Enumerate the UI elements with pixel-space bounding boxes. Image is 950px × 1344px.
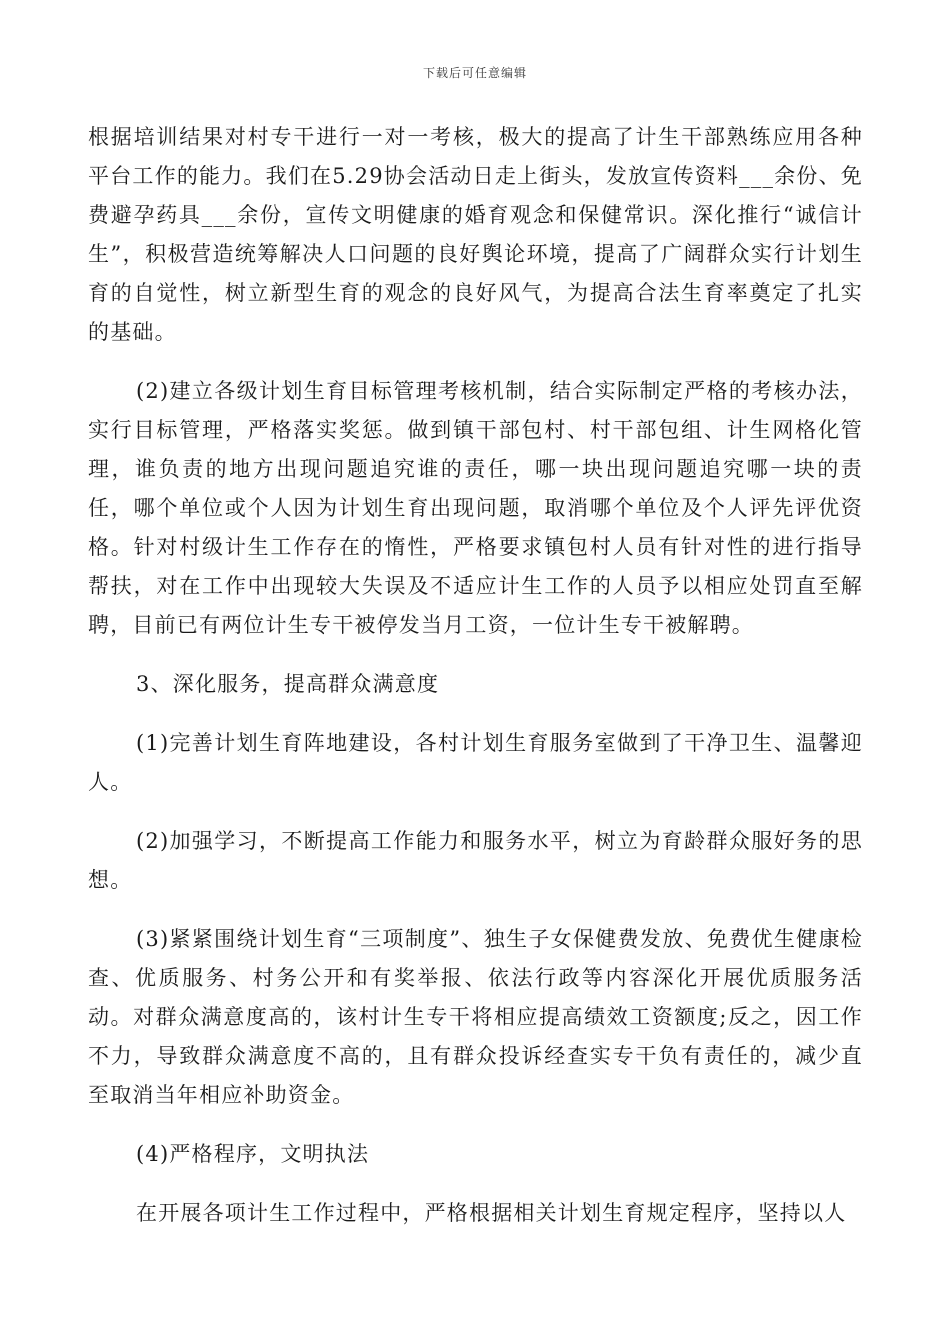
paragraph-strict-procedure-heading: (4)严格程序，文明执法: [136, 1142, 370, 1166]
paragraph-work-process: 在开展各项计生工作过程中，严格根据相关计划生育规定程序，坚持以人: [136, 1201, 847, 1225]
paragraph-facility-construction: (1)完善计划生育阵地建设，各村计划生育服务室做到了干净卫生、温馨迎人。: [88, 731, 863, 794]
paragraph-management-mechanism: (2)建立各级计划生育目标管理考核机制，结合实际制定严格的考核办法，实行目标管理，严格落实奖惩。做到镇干部包村、村干部包组、计生网格化管理，谁负责的地方出现问题追究谁的责任，哪一块出现问题追究哪一块的责任，哪个单位或个人因为计划生育出现问题，取消哪个单位及个人评先评优资格。针对村级计生工作存在的惰性，严格要求镇包村人员有针对性的进行指导帮扶，对在工作中出现较大失误及不适应计生工作的人员予以相应处罚直至解聘，目前已有两位计生专干被停发当月工资，一位计生专干被解聘。: [88, 379, 863, 637]
page-header: 下载后可任意编辑: [422, 66, 527, 80]
paragraph-training-assessment: 根据培训结果对村专干进行一对一考核，极大的提高了计生干部熟练应用各种平台工作的能力。我们在5.29协会活动日走上街头，发放宣传资料___余份、免费避孕药具___余份，宣传文明健康的婚育观念和保健常识。深化推行“诚信计生”，积极营造统筹解决人口问题的良好舆论环境，提高了广阔群众实行计划生育的自觉性，树立新型生育的观念的良好风气，为提高合法生育率奠定了扎实的基础。: [88, 125, 863, 344]
paragraph-three-systems: (3)紧紧围绕计划生育“三项制度”、独生子女保健费发放、免费优生健康检查、优质服务、村务公开和有奖举报、依法行政等内容深化开展优质服务活动。对群众满意度高的，该村计生专干将相应提高绩效工资额度;反之，因工作不力，导致群众满意度不高的，且有群众投诉经查实专干负有责任的，减少直至取消当年相应补助资金。: [88, 927, 863, 1107]
section-heading-deepen-service: 3、深化服务，提高群众满意度: [136, 672, 440, 696]
paragraph-strengthen-learning: (2)加强学习，不断提高工作能力和服务水平，树立为育龄群众服好务的思想。: [88, 829, 863, 892]
document-body: [88, 118, 863, 1253]
